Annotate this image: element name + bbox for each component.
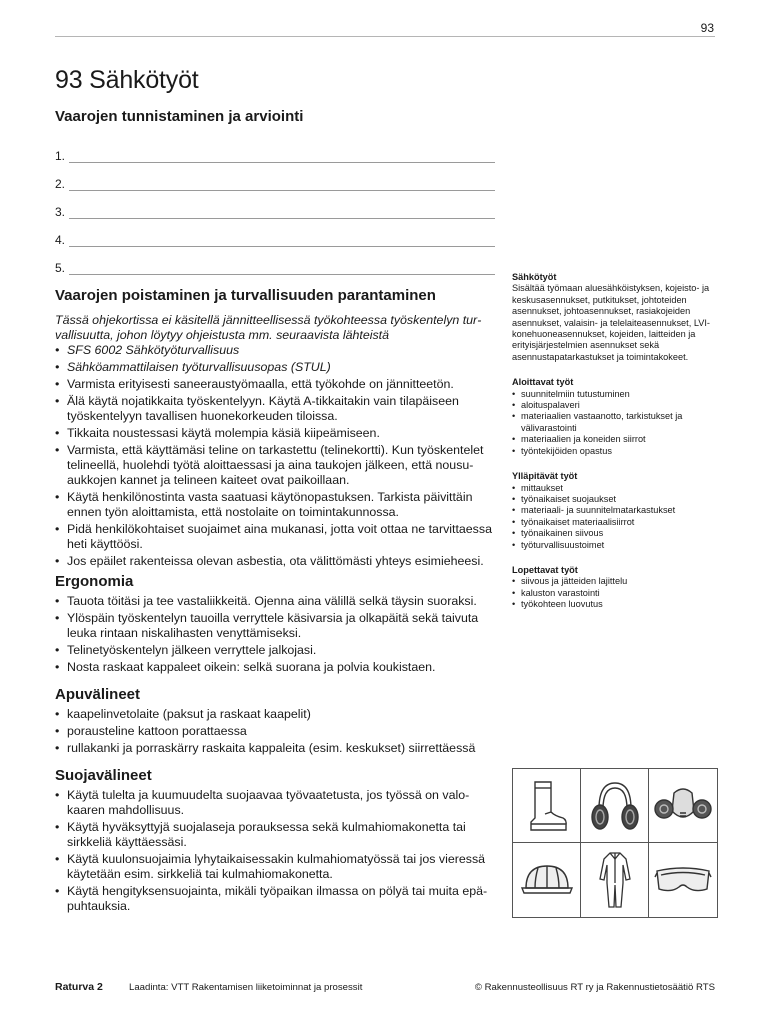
list-item: • Pidä henkilökohtaiset suojaimet aina mukanasi, jotta voit ottaa ne tarvittaessa heti käyttöösi. xyxy=(55,522,495,552)
list-item: • kaapelinvetolaite (paksut ja raskaat kaapelit) xyxy=(55,707,495,722)
hazard-lines xyxy=(55,149,495,289)
list-item: • Käytä henkilönostinta vasta saatuasi käytönopastuksen. Tarkista päivittäin ennen työn aloittamista, että nostolaite on toimintakunnossa. xyxy=(55,490,495,520)
list-item: • Jos epäilet rakenteissa olevan asbestia, ota välittömästi yhteys esimieheesi. xyxy=(55,554,495,569)
coverall-icon xyxy=(581,843,649,917)
sidebar-scope-heading: Sähkötyöt xyxy=(512,272,557,282)
footer-copyright: © Rakennusteollisuus RT ry ja Rakennustietosäätiö RTS xyxy=(474,982,715,993)
list-item: • siivous ja jätteiden lajittelu xyxy=(512,576,717,587)
list-item: • materiaalien ja koneiden siirrot xyxy=(512,434,717,445)
hazard-removal-section xyxy=(55,313,495,571)
list-item: • materiaali- ja suunnitelmatarkastukset xyxy=(512,505,717,516)
list-item: • mittaukset xyxy=(512,483,717,494)
header-rule xyxy=(55,36,715,37)
safety-helmet-icon xyxy=(513,843,581,917)
hazard-line[interactable]: 1. xyxy=(55,149,495,177)
list-item: • Tikkaita noustessasi käytä molempia käsiä kiipeämiseen. xyxy=(55,426,495,441)
sidebar-maintaining-heading: Ylläpitävät työt xyxy=(512,471,578,482)
ergonomics-list xyxy=(55,594,495,675)
list-item: • työnaikaiset materiaalisiirrot xyxy=(512,517,717,528)
hazard-line[interactable]: 5. xyxy=(55,261,495,289)
footer-author: Laadinta: VTT Rakentamisen liiketoiminnat ja prosessit xyxy=(129,982,363,993)
page-number: 93 xyxy=(700,21,714,35)
footer-series: Raturva 2 xyxy=(55,981,103,993)
hazard-identification-heading: Vaarojen tunnistaminen ja arviointi xyxy=(55,108,304,125)
list-item: • Tauota töitäsi ja tee vastaliikkeitä. Ojenna aina välillä selkä täysin suoraksi. xyxy=(55,594,495,609)
list-item: • SFS 6002 Sähkötyöturvallisuus xyxy=(55,343,495,358)
list-item: • Käytä hyväksyttyjä suojalaseja porauksessa sekä kulmahiomakonetta tai sirkkeliä käyttäessäsi. xyxy=(55,820,495,850)
protective-equipment-list xyxy=(55,788,495,914)
list-item: • Varmista erityisesti saneeraustyömaalla, että työkohde on jännitteetön. xyxy=(55,377,495,392)
ear-muffs-icon xyxy=(581,769,649,843)
list-item: • Ylöspäin työskentelyn tauoilla verryttele käsivarsia ja olkapäitä sekä taivuta leuka rintaan niskalihasten venyttämiseksi. xyxy=(55,611,495,641)
list-item: • Älä käytä nojatikkaita työskentelyyn. Käytä A-tikkaitakin vain tilapäiseen työskentelyyn tavallisen huonekorkeuden tiloissa. xyxy=(55,394,495,424)
safety-goggles-icon xyxy=(649,843,717,917)
list-item: • työnaikaiset suojaukset xyxy=(512,494,717,505)
hazard-line[interactable]: 3. xyxy=(55,205,495,233)
protective-equipment-section xyxy=(55,788,495,916)
list-item: • aloituspalaveri xyxy=(512,400,717,411)
ppe-pictogram-grid xyxy=(512,768,718,918)
list-item: • Sähköammattilaisen työturvallisuusopas (STUL) xyxy=(55,360,495,375)
sidebar-finishing-heading: Lopettavat työt xyxy=(512,564,578,575)
list-item: • työturvallisuustoimet xyxy=(512,540,717,551)
list-item: • Nosta raskaat kappaleet oikein: selkä suorana ja polvia koukistaen. xyxy=(55,660,495,675)
chapter-title: 93 Sähkötyöt xyxy=(55,66,199,94)
source-list xyxy=(55,343,495,375)
aids-heading: Apuvälineet xyxy=(55,686,141,703)
list-item: • työkohteen luovutus xyxy=(512,599,717,610)
list-item: • Telinetyöskentelyn jälkeen verryttele jalkojasi. xyxy=(55,643,495,658)
sidebar xyxy=(512,272,717,620)
protective-equipment-heading: Suojavälineet xyxy=(55,767,152,784)
hazard-line[interactable]: 2. xyxy=(55,177,495,205)
safety-boot-icon xyxy=(513,769,581,843)
list-item: • työnaikainen siivous xyxy=(512,528,717,539)
hazard-removal-intro: Tässä ohjekortissa ei käsitellä jännitteellisessä työkohteessa työskentelyn turvallisuutta, johon löytyy ohjeistusta mm. seuraavista lähteistä xyxy=(55,313,482,342)
list-item: • Käytä hengityksensuojainta, mikäli työpaikan ilmassa on pölyä tai muita epäpuhtauksia. xyxy=(55,884,495,914)
sidebar-starting xyxy=(512,377,717,457)
list-item: • suunnitelmiin tutustuminen xyxy=(512,389,717,400)
list-item: • porausteline kattoon porattaessa xyxy=(55,724,495,739)
aids-section xyxy=(55,707,495,758)
list-item: • Käytä kuulonsuojaimia lyhytaikaisessakin kulmahiomatyössä tai jos vieressä käytetään esim. sirkkeliä tai kulmahiomakonetta. xyxy=(55,852,495,882)
sidebar-maintaining xyxy=(512,471,717,551)
sidebar-scope xyxy=(512,272,717,363)
ergonomics-heading: Ergonomia xyxy=(55,573,134,590)
sidebar-finishing xyxy=(512,565,717,611)
hazard-line[interactable]: 4. xyxy=(55,233,495,261)
list-item: • työntekijöiden opastus xyxy=(512,446,717,457)
sidebar-finishing-list xyxy=(512,576,717,610)
hazard-removal-list xyxy=(55,377,495,569)
sidebar-maintaining-list xyxy=(512,483,717,551)
respirator-icon xyxy=(649,769,717,843)
list-item: • kaluston varastointi xyxy=(512,588,717,599)
footer xyxy=(55,981,715,993)
sidebar-scope-text: Sisältää työmaan aluesähköistyksen, kojeisto- ja keskusasennukset, putkitukset, johtoteiden asennukset, johtoasennukset, rasiakojeiden asennukset, valaisin- ja telelaiteasennukset, LVI-konehuoneasennukset, kojeiden, laitteiden ja erityisjärjestelmien asennukset sekä asennustapatarkastukset ja toimintakokeet. xyxy=(512,283,710,362)
hazard-removal-heading: Vaarojen poistaminen ja turvallisuuden parantaminen xyxy=(55,287,436,304)
sidebar-starting-list xyxy=(512,389,717,457)
aids-list xyxy=(55,707,495,756)
list-item: • rullakanki ja porraskärry raskaita kappaleita (esim. keskukset) siirrettäessä xyxy=(55,741,495,756)
list-item: • Käytä tulelta ja kuumuudelta suojaavaa työvaatetusta, jos työssä on valokaaren mahdollisuus. xyxy=(55,788,495,818)
list-item: • materiaalien vastaanotto, tarkistukset ja välivarastointi xyxy=(512,411,717,434)
sidebar-starting-heading: Aloittavat työt xyxy=(512,377,574,388)
ergonomics-section xyxy=(55,594,495,677)
list-item: • Varmista, että käyttämäsi teline on tarkastettu (telinekortti). Kun työskentelet telineellä, huolehdi työtä aloittaessasi ja aina taukojen jälkeen, että nousuaukkojen kannet ja telineen kaiteet ovat paikoillaan. xyxy=(55,443,495,488)
